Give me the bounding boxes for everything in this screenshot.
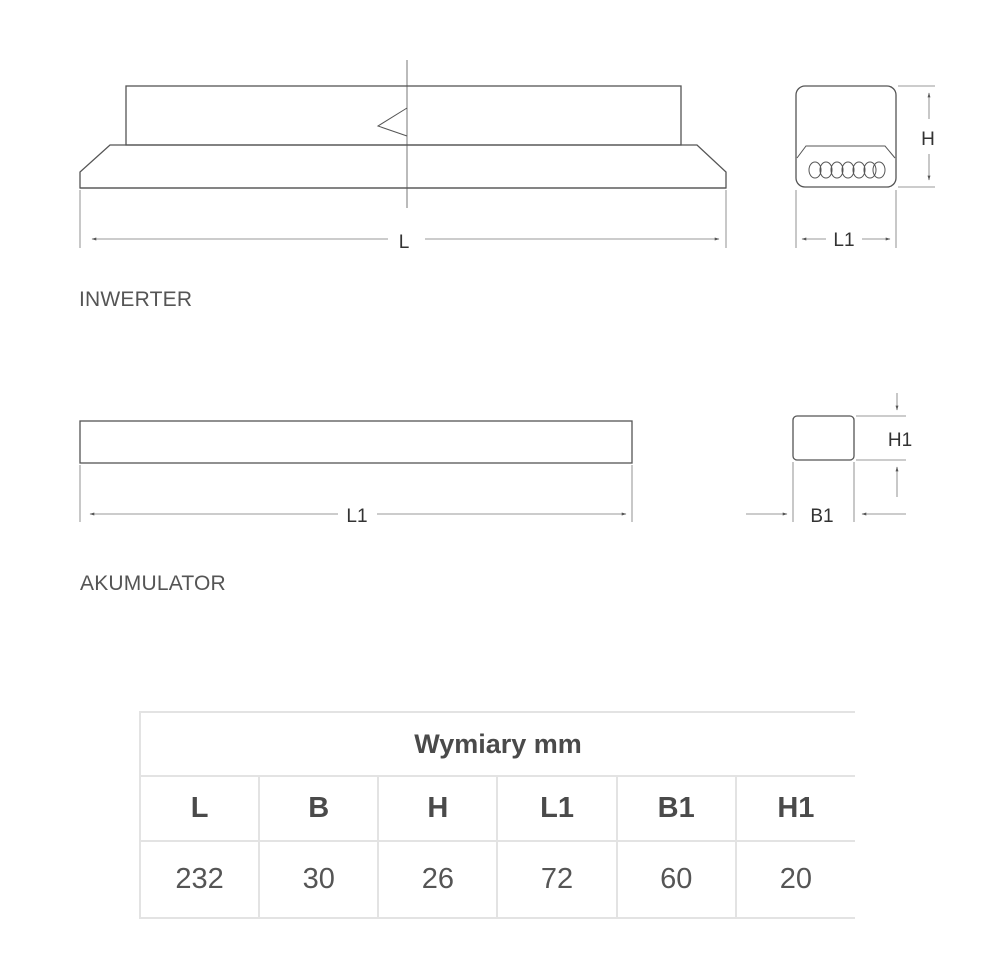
inverter-width-label: L1 (833, 230, 855, 251)
value-h1: 20 (736, 841, 855, 918)
dimensions-table-wrapper (139, 711, 855, 919)
battery-width-label: B1 (810, 506, 834, 527)
header-b: B (259, 776, 378, 841)
header-l1: L1 (497, 776, 616, 841)
inverter-front-view (80, 60, 726, 208)
header-l: L (140, 776, 259, 841)
table-row (140, 841, 855, 918)
value-l: 232 (140, 841, 259, 918)
table-title-row (140, 712, 855, 776)
header-h: H (378, 776, 497, 841)
inverter-vent-holes (809, 162, 885, 178)
dimensions-table (139, 711, 855, 919)
inverter-section-label: INWERTER (79, 288, 193, 311)
inverter-side-view (796, 86, 896, 187)
table-header-row (140, 776, 855, 841)
header-h1: H1 (736, 776, 855, 841)
inverter-height-label: H (921, 129, 935, 150)
table-title: Wymiary mm (140, 712, 855, 776)
inverter-length-label: L (398, 232, 410, 253)
battery-height-label: H1 (887, 430, 913, 451)
value-h: 26 (378, 841, 497, 918)
battery-length-label: L1 (346, 506, 368, 527)
battery-section-label: AKUMULATOR (80, 572, 226, 595)
value-l1: 72 (497, 841, 616, 918)
battery-front-view (80, 421, 632, 463)
value-b: 30 (259, 841, 378, 918)
battery-side-view (793, 416, 854, 460)
value-b1: 60 (617, 841, 736, 918)
header-b1: B1 (617, 776, 736, 841)
